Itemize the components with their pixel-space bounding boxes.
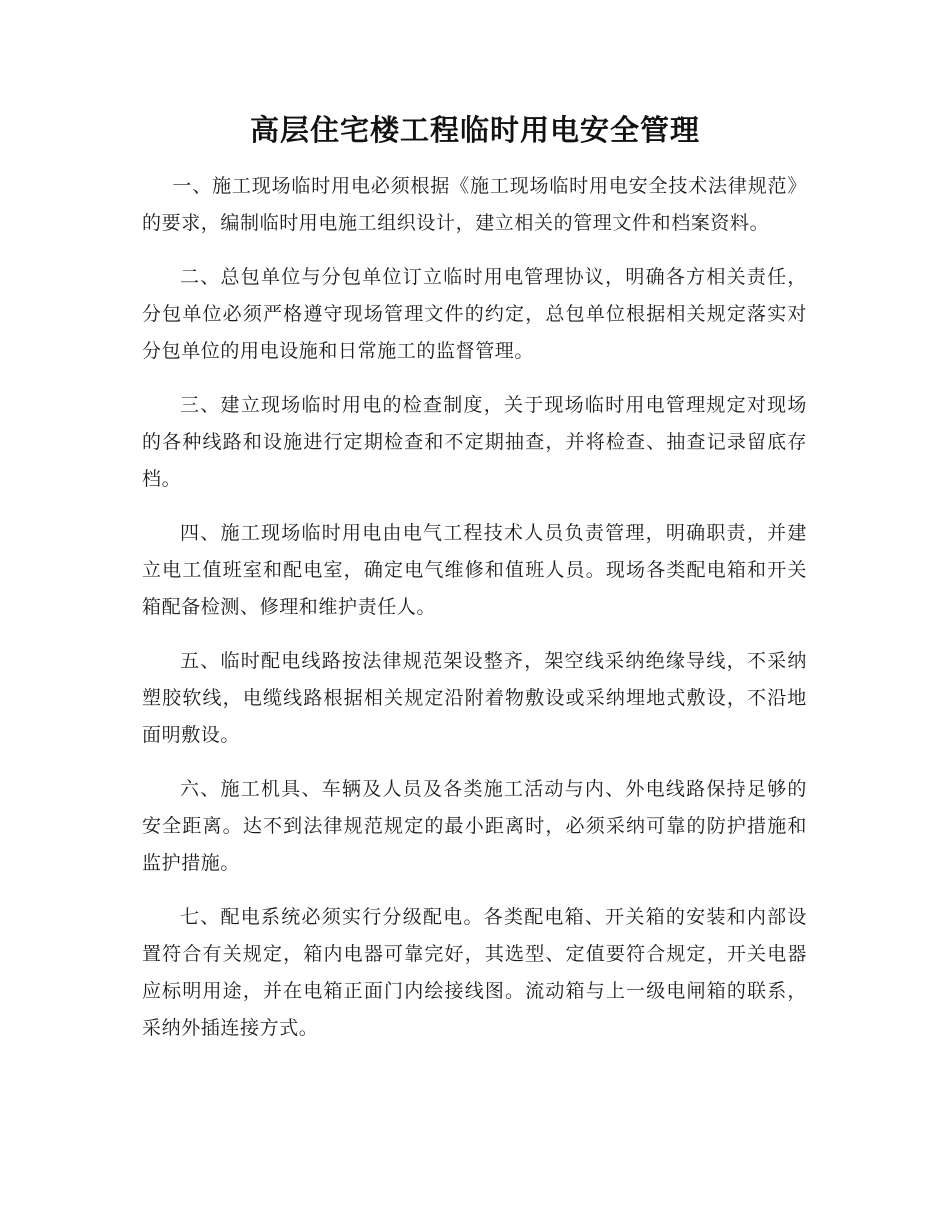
paragraph-6: 六、施工机具、车辆及人员及各类施工活动与内、外电线路保持足够的安全距离。达不到法律规范规定的最小距离时，必须采纳可靠的防护措施和监护措施。 [142,778,807,874]
paragraph-1: 一、施工现场临时用电必须根据《施工现场临时用电安全技术法律规范》的要求，编制临时用电施工组织设计，建立相关的管理文件和档案资料。 [142,175,807,234]
paragraph-4: 四、施工现场临时用电由电气工程技术人员负责管理，明确职责，并建立电工值班室和配电室，确定电气维修和值班人员。现场各类配电箱和开关箱配备检测、修理和维护责任人。 [142,522,807,618]
document-title: 高层住宅楼工程临时用电安全管理 [249,113,700,147]
paragraph-5: 五、临时配电线路按法律规范架设整齐，架空线采纳绝缘导线，不采纳塑胶软线，电缆线路根据相关规定沿附着物敷设或采纳埋地式敷设，不沿地面明敷设。 [142,650,807,746]
document-body [142,168,807,1064]
paragraph-7: 七、配电系统必须实行分级配电。各类配电箱、开关箱的安装和内部设置符合有关规定，箱内电器可靠完好，其选型、定值要符合规定，开关电器应标明用途，并在电箱正面门内绘接线图。流动箱与上一级电闸箱的联系，采纳外插连接方式。 [142,906,807,1039]
paragraph-2: 二、总包单位与分包单位订立临时用电管理协议，明确各方相关责任，分包单位必须严格遵守现场管理文件的约定，总包单位根据相关规定落实对分包单位的用电设施和日常施工的监督管理。 [142,266,807,362]
paragraph-3: 三、建立现场临时用电的检查制度，关于现场临时用电管理规定对现场的各种线路和设施进行定期检查和不定期抽查，并将检查、抽查记录留底存档。 [142,394,807,490]
